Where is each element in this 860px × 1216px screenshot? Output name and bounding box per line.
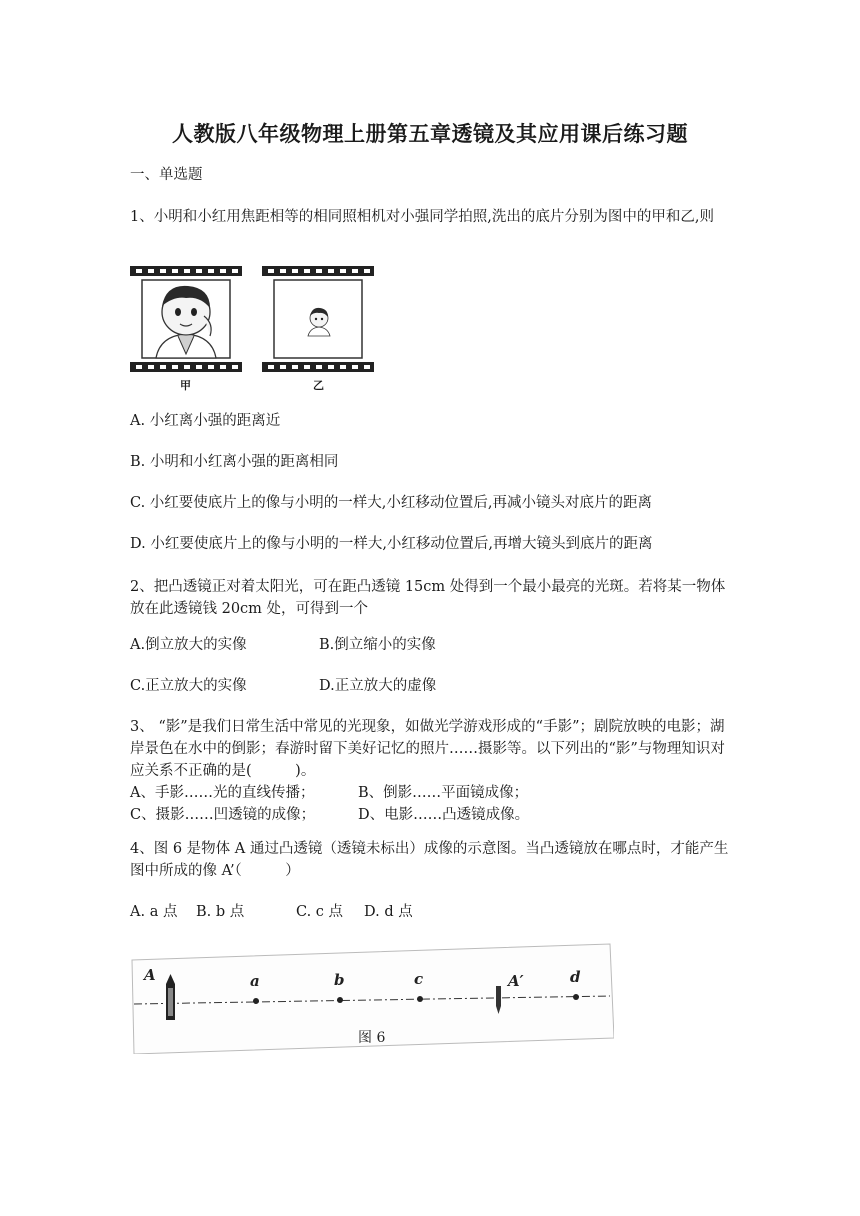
question-2-option-b: B.倒立缩小的实像	[319, 637, 436, 653]
figure-label-jia: 甲	[180, 379, 191, 392]
question-3-option-c: C、摄影……凹透镜的成像；	[130, 807, 316, 823]
figure-6	[130, 942, 614, 1054]
question-4-stem: 4、图 6 是物体 A 通过凸透镜（透镜未标出）成像的示意图。当凸透镜放在哪点时，才能产生图中所成的像 A’（ ）	[130, 841, 729, 879]
question-1-option-d: D. 小红要使底片上的像与小明的一样大,小红移动位置后,再增大镜头到底片的距离	[130, 536, 653, 552]
figure-point-label-c: c	[414, 970, 424, 988]
section-heading: 一、单选题	[130, 167, 203, 183]
question-3-stem: 3、 “影”是我们日常生活中常见的光现象，如做光学游戏形成的“手影”；剧院放映的电影；湖岸景色在水中的倒影；春游时留下美好记忆的照片……摄影等。以下列出的“影”与物理知识对应关系不正确的是( )。	[130, 719, 725, 779]
question-3-option-b: B、倒影……平面镜成像；	[358, 785, 529, 801]
question-1-option-c: C. 小红要使底片上的像与小明的一样大,小红移动位置后,再减小镜头对底片的距离	[130, 495, 653, 511]
question-2-option-a: A.倒立放大的实像	[130, 637, 247, 653]
question-4-option-d: D. d 点	[364, 904, 413, 920]
film-strip-yi	[262, 266, 374, 376]
question-1-option-a: A. 小红离小强的距离近	[130, 413, 281, 429]
figure-label-yi: 乙	[313, 379, 324, 392]
question-3-option-a: A、手影……光的直线传播；	[130, 785, 315, 801]
figure-point-label-b: b	[334, 971, 345, 989]
figure-point-label-a: a	[250, 972, 260, 990]
question-1-stem: 1、小明和小红用焦距相等的相同照相机对小强同学拍照,洗出的底片分别为图中的甲和乙,则	[130, 209, 714, 225]
film-strip-jia	[130, 266, 242, 376]
figure-point-label-a-prime: A′	[508, 972, 524, 990]
question-1-option-b: B. 小明和小红离小强的距离相同	[130, 454, 339, 470]
question-2-option-d: D.正立放大的虚像	[319, 678, 437, 694]
question-4-option-c: C. c 点	[296, 904, 344, 920]
question-4-option-a: A. a 点	[130, 904, 178, 920]
question-2-option-c: C.正立放大的实像	[130, 678, 247, 694]
question-2-stem: 2、把凸透镜正对着太阳光，可在距凸透镜 15cm 处得到一个最小最亮的光斑。若将某一物体放在此透镜钱 20cm 处，可得到一个	[130, 579, 726, 617]
figure-point-label-A: A	[144, 966, 156, 984]
figure-6-caption: 图 6	[358, 1030, 386, 1046]
page-title: 人教版八年级物理上册第五章透镜及其应用课后练习题	[172, 121, 688, 146]
question-4-option-b: B. b 点	[196, 904, 245, 920]
figure-point-label-d: d	[570, 968, 581, 986]
question-3-option-d: D、电影……凸透镜成像。	[358, 807, 530, 823]
